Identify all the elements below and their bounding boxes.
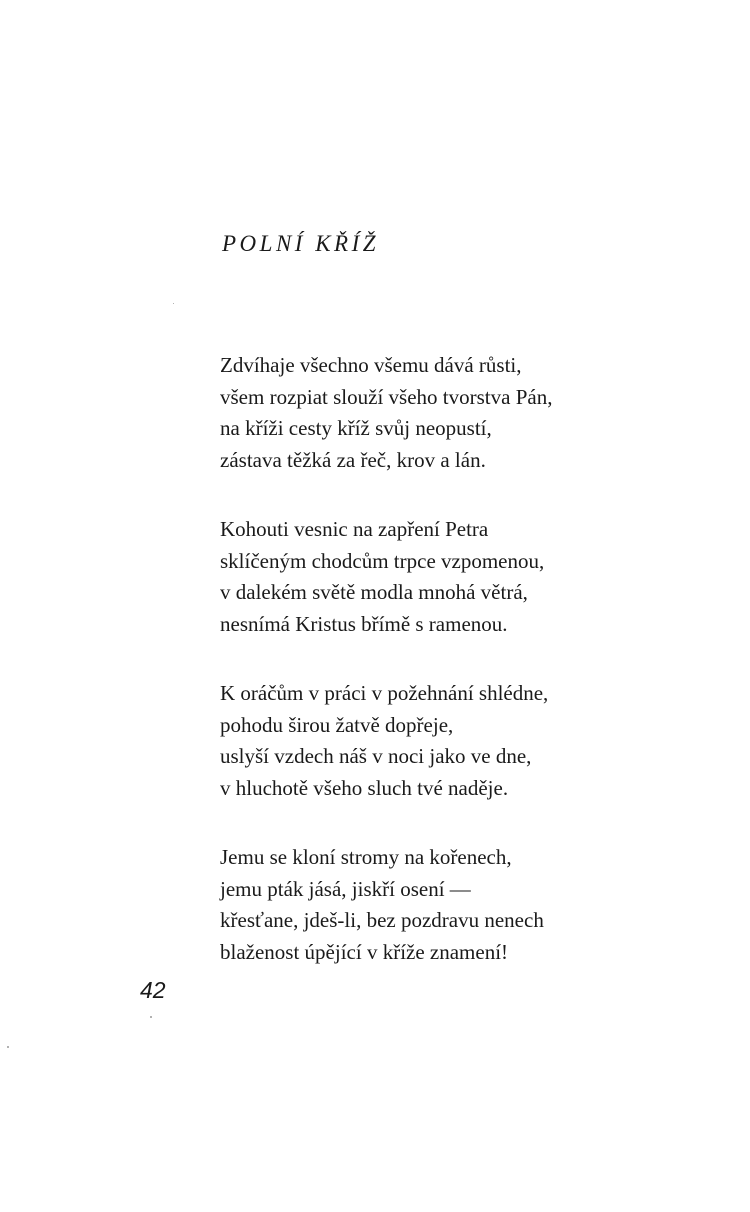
poem-line: sklíčeným chodcům trpce vzpomenou, <box>220 548 545 573</box>
poem-line: pohodu širou žatvě dopřeje, <box>220 712 454 737</box>
poem-line: jemu pták jásá, jiskří osení — <box>220 876 471 901</box>
poem-title: POLNÍ KŘÍŽ <box>222 231 380 256</box>
poem-line: křesťane, jdeš-li, bez pozdravu nenech <box>220 908 544 932</box>
poem-line: Jemu se kloní stromy na kořenech, <box>220 845 512 869</box>
poem-line: nesnímá Kristus břímě s ramenou. <box>220 611 508 636</box>
page-number: 42 <box>140 977 166 1003</box>
poem-line: K oráčům v práci v požehnání shlédne, <box>220 681 549 705</box>
paper-speck <box>7 1046 9 1048</box>
poem-body <box>220 350 640 1006</box>
poem-line: Zdvíhaje všechno všemu dává růsti, <box>220 353 522 377</box>
stanza-3 <box>220 678 640 804</box>
poem-line: Kohouti vesnic na zapření Petra <box>220 517 489 541</box>
poem-line: uslyší vzdech náš v noci jako ve dne, <box>220 744 532 768</box>
poem-line: na kříži cesty kříž svůj neopustí, <box>220 416 492 440</box>
poem-line: všem rozpiat slouží všeho tvorstva Pán, <box>220 384 553 409</box>
poem-line: v hluchotě všeho sluch tvé naděje. <box>220 775 509 800</box>
poem-line: v dalekém světě modla mnohá větrá, <box>220 580 528 604</box>
paper-speck <box>173 303 174 304</box>
paper-speck <box>150 1016 152 1018</box>
stanza-4 <box>220 842 640 968</box>
poem-line: blaženost úpějící v kříže znamení! <box>220 939 509 964</box>
stanza-1 <box>220 350 640 476</box>
stanza-2 <box>220 514 640 640</box>
poem-line: zástava těžká za řeč, krov a lán. <box>220 447 486 472</box>
